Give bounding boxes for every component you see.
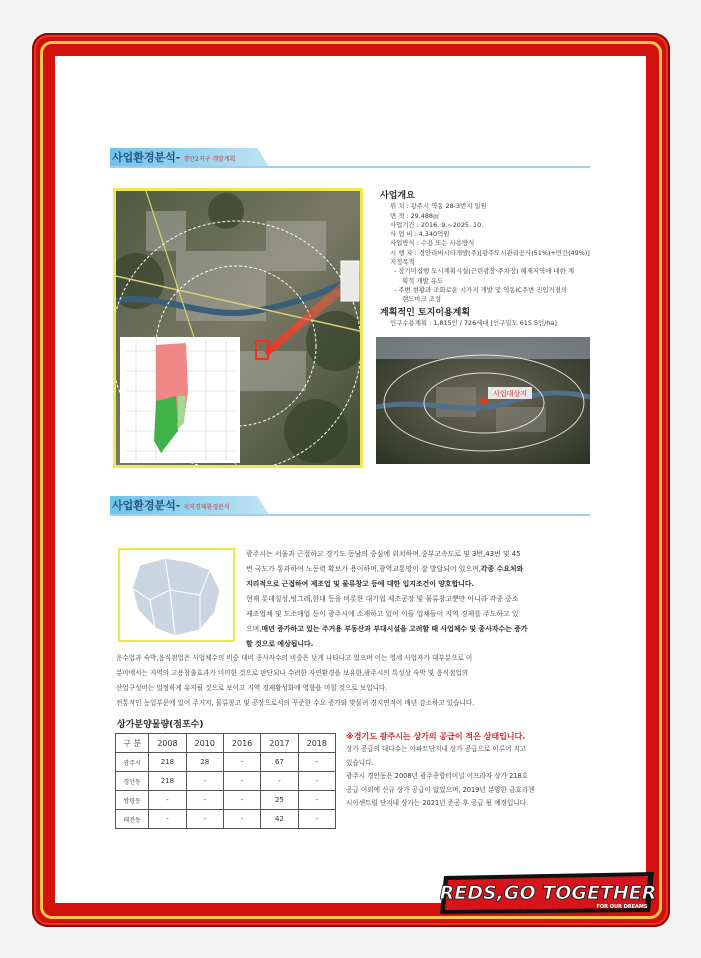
section-header-1 — [110, 148, 590, 168]
table-title: 상가분양물량(점포수) — [117, 720, 204, 730]
supply-table — [115, 733, 336, 829]
purpose-line: - 주변 현황과 조화로운 시가지 개발 및 역동IC주변 진입거점의 — [394, 285, 568, 294]
table-row: 쌍령동 - - - 25 - — [116, 791, 336, 810]
project-overview — [380, 192, 595, 328]
svg-text:FOR OUR DREAMS: FOR OUR DREAMS — [596, 904, 648, 910]
purpose-line: 랜드마크 조성 — [402, 295, 442, 304]
note-headline: ※경기도 광주시는 상가의 공급이 적은 상태입니다. — [346, 732, 526, 741]
table-row: 경안동 218 - - - - — [116, 772, 336, 791]
section-title: 사업환경분석- 지역경제환경분석 — [112, 499, 230, 512]
section-header-2 — [110, 496, 590, 516]
site-label: 사업대상지 — [493, 390, 527, 398]
table-row: 광주시 218 28 - 67 - — [116, 753, 336, 772]
landuse-heading: 계획적인 토지이용계획 — [380, 307, 471, 318]
purpose-line: - 장기미집행 도시계획시설(근린광장·주차장) 해제지역에 대한 계 — [394, 267, 574, 276]
overview-heading: 사업개요 — [380, 191, 415, 201]
population-line: 인구수용계획 : 1,815인 / 726세대 [인구밀도 615.5인/ha] — [390, 318, 557, 327]
site-map-image — [113, 188, 363, 468]
paragraph-economy: 운수업과 숙박,음식점업은 사업체수의 비중 대비 종사자수의 비중은 낮게 나타나고 있으며 이는 영세 사업자가 대부분으로 이 분야에서는 지역의 고용창출효과가 미미한 것으로 판단되나 수려한 자연환경을 보유한,광주시의 특성상 숙박 및 음식점업의 산업구성비는 일정하게 유지될 것으로 보이고 지역 경제활성화에 영향을 미칠 것으로 보입니다. 전통적인 농업부문에 있어 주거지, 물류창고 및 공장으로서의 꾸준한 수요 증가와 맞물려 경지면적이 매년 감소하고 있습니다. — [116, 654, 475, 707]
supply-note: ※경기도 광주시는 상가의 공급이 적은 상태입니다. 상가 공급의 대다수는 아파트단지내 상가 공급으로 이루어 지고 있습니다. 광주시 경안동은 2008년 광주종합터미널 이프라자 상가 218호 공급 이외에 신규 상가 공급이 없었으며, 2019년 분양한 금호리첸 시아센트럴 단지내 상가는 2021년 준공 후 공급 될 예정입니다. — [346, 730, 592, 810]
section-title: 사업환경분석- 경안2지구 개발계획 — [112, 151, 236, 164]
reds-go-together-logo — [440, 868, 658, 918]
overview-line: 사업방식 : 수용 또는 사용방식 — [390, 239, 475, 248]
table-row: 태전동 - - - 42 - — [116, 810, 336, 829]
paragraph-industry: 현재 롯데칠성,빙그레,한대 등을 비롯한 대기업 제조공장 및 물류창고뿐만 아니라 각종 중소 제조업체 및 도소매업 등이 광주시에 소재하고 있어 이들 업체들이 지역 경제를 주도하고 있 으며,매년 증가하고 있는 주거용 부동산과 부대시설을 고려할 때 사업체수 및 종사자수는 증가 할 것으로 예상됩니다. — [246, 595, 528, 648]
aerial-photo — [376, 337, 590, 464]
paragraph-location: 광주시는 서울과 근접하고 경기도 동남의 중심에 위치하며,중부고속도로 및 3번,43번 및 45 번 국도가 통과하여 노동력 확보가 용이하며,광역교통망이 잘 발달되어 있으며,각종 수요처와 지리적으로 근접하여 제조업 및 물류창고 등에 대한 입지조건이 양호합니다. — [246, 550, 524, 588]
overview-line: 지정목적 — [390, 258, 415, 267]
overview-line: 사 업 비 : 4,340억원 — [390, 230, 450, 239]
table-header-row: 구 분 2008 2010 2016 2017 2018 — [116, 734, 336, 753]
overview-line: 시 행 자 : 경안리버시티개발(주)[광주도시관리공사(51%)+민간(49%)] — [390, 248, 590, 257]
overview-line: 사업기간 : 2016. 9.~2025. 10. — [390, 220, 484, 229]
purpose-line: 획적 개발 유도 — [402, 276, 444, 285]
overview-line: 위 치 : 광주시 역동 28-3번지 일원 — [390, 202, 487, 211]
svg-text:REDS,GO TOGETHER: REDS,GO TOGETHER — [440, 882, 657, 904]
overview-line: 면 적 : 29,488㎡ — [390, 211, 440, 220]
aerial-map-graphic — [116, 191, 360, 465]
region-map — [118, 548, 235, 642]
